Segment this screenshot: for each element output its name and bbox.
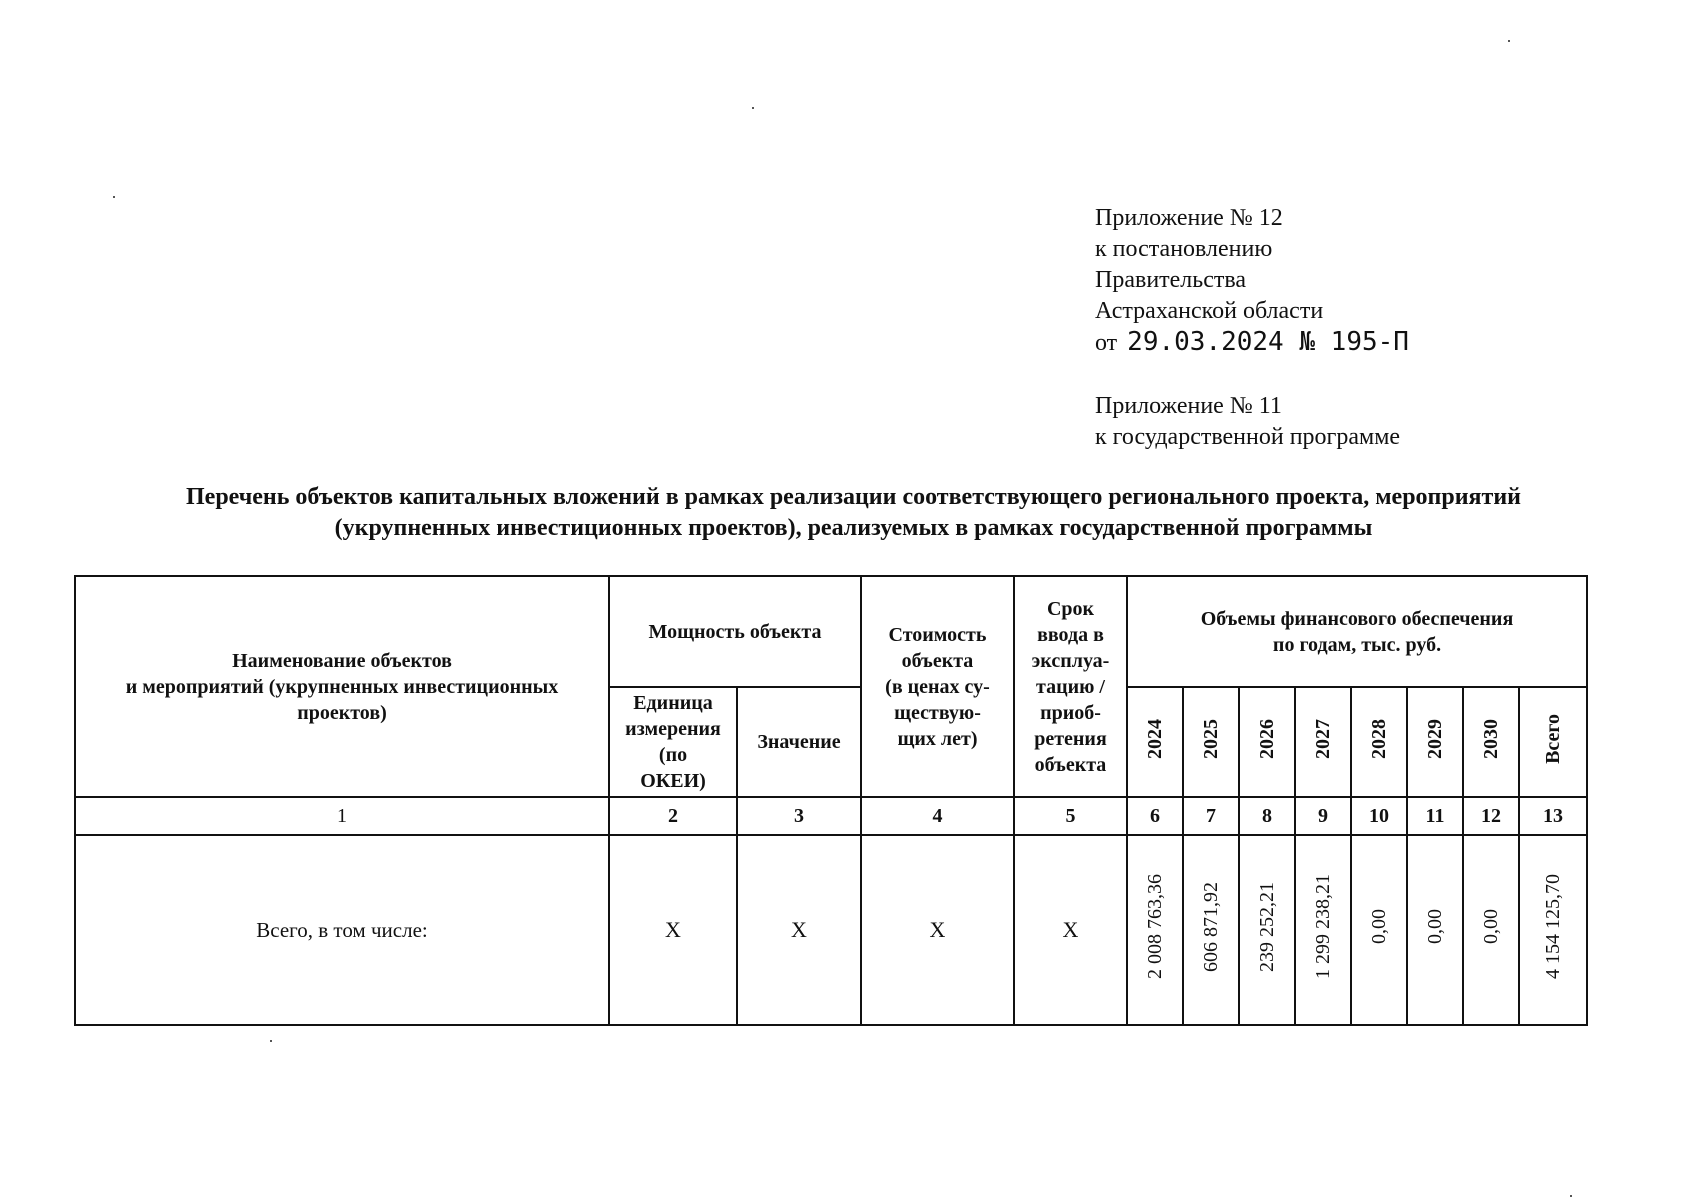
amount-value: 1 299 238,21: [1312, 874, 1334, 979]
column-number: 8: [1239, 797, 1295, 835]
year-label: 2024: [1144, 718, 1166, 759]
scan-speck: [1570, 1195, 1572, 1197]
appendix-12-line: Приложение № 12: [1095, 205, 1283, 231]
total-unit-cell: X: [609, 835, 737, 1025]
amount-value: 2 008 763,36: [1144, 874, 1166, 979]
header-text: проектов): [297, 701, 387, 724]
column-number: 7: [1183, 797, 1239, 835]
amount-2028: [1351, 835, 1407, 1025]
header-text: щих лет): [897, 727, 978, 750]
header-unit: [609, 687, 737, 797]
column-number: 1: [75, 797, 609, 835]
column-number: 9: [1295, 797, 1351, 835]
total-value-cell: X: [737, 835, 861, 1025]
year-label: 2029: [1424, 718, 1446, 759]
column-number: 6: [1127, 797, 1183, 835]
column-number-row: [75, 797, 1587, 835]
header-year-2027: [1295, 687, 1351, 797]
scan-speck: [1508, 40, 1510, 42]
amount-total: [1519, 835, 1587, 1025]
column-number: 11: [1407, 797, 1463, 835]
amount-value: 0,00: [1480, 909, 1502, 944]
column-number: 10: [1351, 797, 1407, 835]
header-text: ществую-: [894, 701, 981, 724]
amount-value: 239 252,21: [1256, 881, 1278, 972]
header-value: Значение: [737, 687, 861, 797]
amount-2027: [1295, 835, 1351, 1025]
scan-speck: [270, 1040, 272, 1042]
year-label: 2030: [1480, 718, 1502, 759]
header-text: Единица: [633, 692, 713, 714]
header-name: [75, 576, 609, 797]
total-row-label: Всего, в том числе:: [75, 835, 609, 1025]
header-cost: [861, 576, 1014, 797]
column-number: 4: [861, 797, 1014, 835]
header-text: ОКЕИ): [640, 770, 706, 792]
header-text: эксплуа-: [1031, 649, 1110, 672]
year-label: 2025: [1200, 718, 1222, 759]
amount-value: 606 871,92: [1200, 881, 1222, 972]
header-year-2026: [1239, 687, 1295, 797]
table-row: [75, 835, 1587, 1025]
appendix-11-line: к государственной программе: [1095, 424, 1401, 450]
header-text: (по: [658, 744, 688, 766]
header-capacity: Мощность объекта: [609, 576, 861, 687]
amount-value: 0,00: [1424, 909, 1446, 944]
column-number: 3: [737, 797, 861, 835]
amount-2025: [1183, 835, 1239, 1025]
capital-investment-table: [74, 575, 1588, 1026]
header-year-2025: [1183, 687, 1239, 797]
header-commissioning-term: [1014, 576, 1127, 797]
header-text: и мероприятий (укрупненных инвестиционных: [125, 675, 559, 698]
header-text: ввода в: [1037, 623, 1104, 646]
title-line: (укрупненных инвестиционных проектов), реализуемых в рамках государственной программы: [334, 515, 1373, 541]
header-text: (в ценах су-: [885, 675, 990, 698]
date-number-stamp: 29.03.2024 № 195-П: [1127, 327, 1409, 357]
header-text: измерения: [625, 718, 721, 740]
header-year-2028: [1351, 687, 1407, 797]
total-term-cell: X: [1014, 835, 1127, 1025]
amount-2026: [1239, 835, 1295, 1025]
header-text: Наименование объектов: [232, 649, 452, 672]
date-prefix: от: [1095, 330, 1118, 356]
total-cost-cell: X: [861, 835, 1014, 1025]
document-title: [0, 482, 1707, 544]
header-total: [1519, 687, 1587, 797]
resolution-date-line: [1095, 327, 1409, 359]
header-financing: [1127, 576, 1587, 687]
header-row: [75, 576, 1587, 687]
year-label: 2028: [1368, 718, 1390, 759]
amount-value: 4 154 125,70: [1542, 874, 1565, 979]
header-text: объекта: [1034, 753, 1107, 776]
header-text: объекта: [901, 649, 974, 672]
header-text: Стоимость: [888, 623, 987, 646]
appendix-12-line: к постановлению: [1095, 236, 1273, 262]
header-year-2030: [1463, 687, 1519, 797]
header-text: Срок: [1046, 597, 1095, 620]
column-number: 13: [1519, 797, 1587, 835]
column-number: 12: [1463, 797, 1519, 835]
year-label: Всего: [1542, 713, 1565, 764]
appendix-12-line: Правительства: [1095, 267, 1247, 293]
header-text: тацию /: [1036, 675, 1105, 698]
header-text: Объемы финансового обеспечения: [1200, 607, 1514, 630]
appendix-11-line: Приложение № 11: [1095, 393, 1282, 419]
amount-value: 0,00: [1368, 909, 1390, 944]
header-text: по годам, тыс. руб.: [1272, 633, 1442, 656]
appendix-12-line: Астраханской области: [1095, 298, 1324, 324]
amount-2030: [1463, 835, 1519, 1025]
header-text: ретения: [1034, 727, 1107, 750]
amount-2024: [1127, 835, 1183, 1025]
scan-speck: [752, 107, 754, 109]
title-line: Перечень объектов капитальных вложений в рамках реализации соответствующего регионального проекта, мероприятий: [186, 484, 1521, 510]
appendix-12-block: [1095, 203, 1409, 359]
year-label: 2026: [1256, 718, 1278, 759]
appendix-11-block: [1095, 391, 1400, 453]
header-text: приоб-: [1040, 701, 1101, 724]
amount-2029: [1407, 835, 1463, 1025]
year-label: 2027: [1312, 718, 1334, 759]
column-number: 2: [609, 797, 737, 835]
header-year-2024: [1127, 687, 1183, 797]
scan-speck: [113, 196, 115, 198]
header-year-2029: [1407, 687, 1463, 797]
column-number: 5: [1014, 797, 1127, 835]
